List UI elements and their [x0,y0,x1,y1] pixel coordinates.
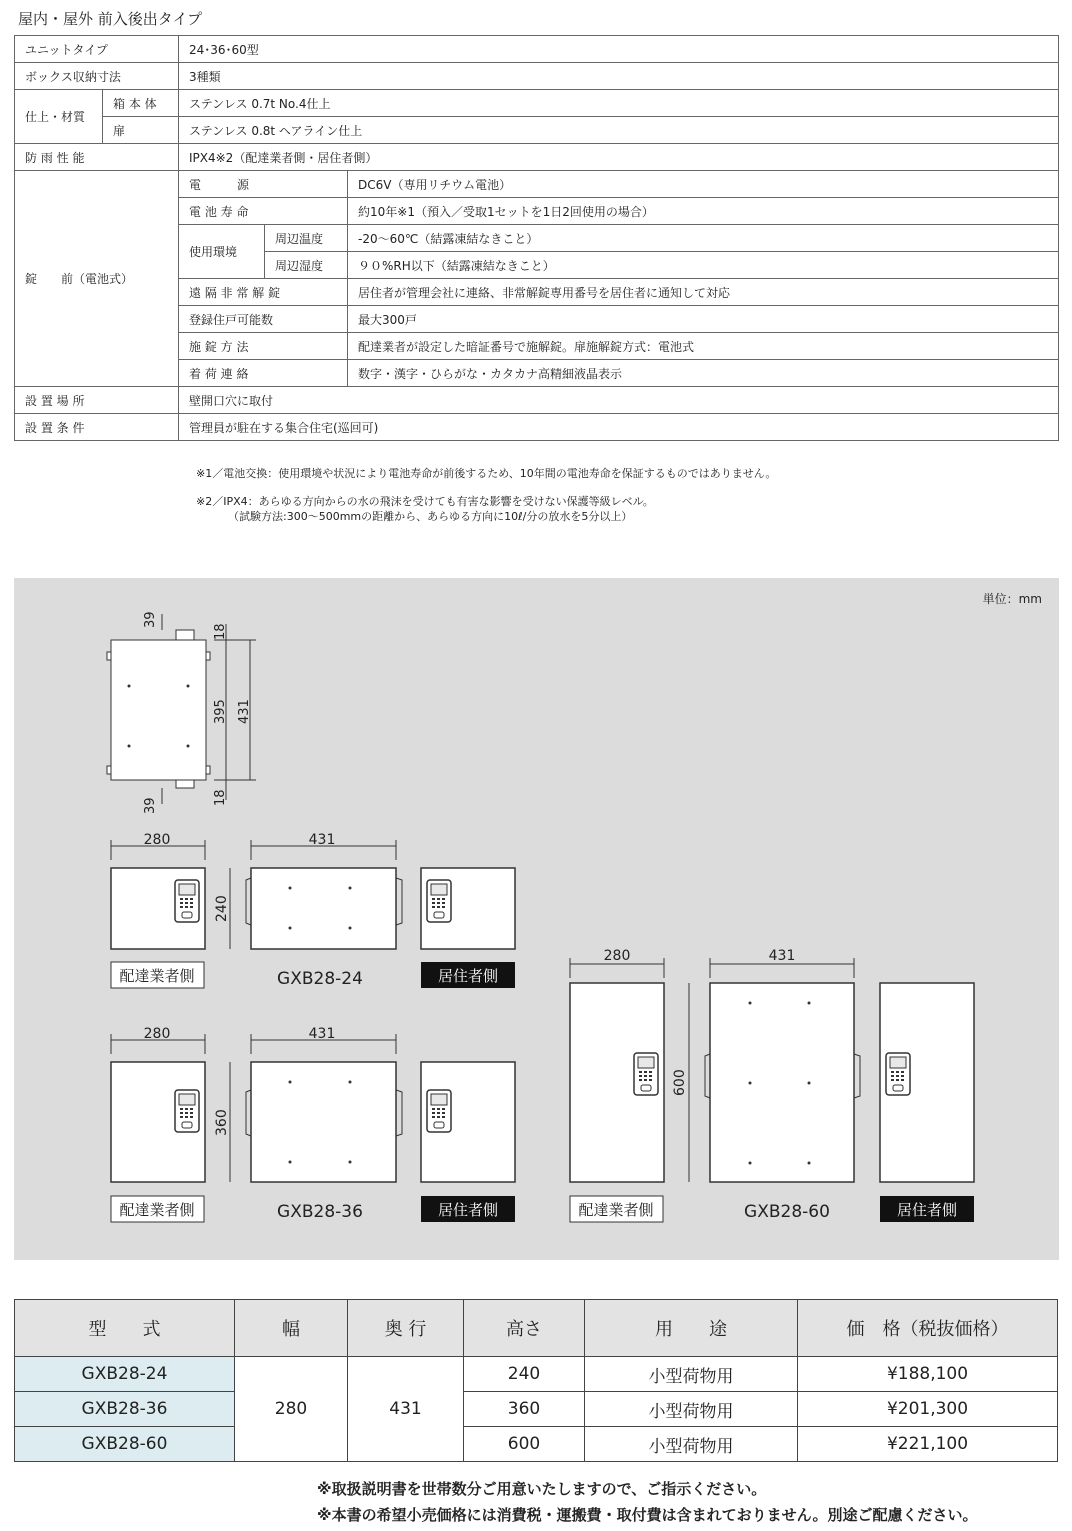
resident-label-36: 居住者側 [437,1201,499,1219]
delivery-label-36: 配達業者側 [119,1201,195,1219]
dim-d-36: 431 [308,1026,336,1042]
spec-value: 配達業者が設定した暗証番号で施解錠。扉施解錠方式：電池式 [348,333,1059,360]
spec-sublabel: 箱 本 体 [103,90,179,117]
cell-height: 600 [464,1427,585,1462]
spec-label: 仕上・材質 [15,90,103,144]
top-view [107,614,256,804]
spec-value: 24･36･60型 [179,36,1059,63]
dim-bottom-18: 18 [213,789,228,806]
spec-table [14,35,1059,441]
spec-value: 最大300戸 [348,306,1059,333]
dim-395: 395 [213,699,228,724]
resident-label-24: 居住者側 [437,967,499,985]
dim-w-36: 280 [143,1026,171,1042]
spec-value: 数字・漢字・ひらがな・カタカナ高精細液晶表示 [348,360,1059,387]
table-row [15,1357,1058,1392]
cell-use: 小型荷物用 [585,1357,798,1392]
spec-sublabel: 周辺湿度 [265,252,348,279]
cell-price: ¥188,100 [798,1357,1058,1392]
header-depth: 奥 行 [348,1300,464,1357]
cell-depth: 431 [348,1357,464,1462]
price-table [14,1299,1058,1462]
spec-value: 壁開口穴に取付 [179,387,1059,414]
model-label-36: GXB28-36 [277,1202,363,1222]
table-row [15,1427,1058,1462]
cell-height: 360 [464,1392,585,1427]
cell-width: 280 [235,1357,348,1462]
spec-sublabel: 電 源 [179,171,348,198]
spec-value: 約10年※1（預入／受取1セットを1日2回使用の場合） [348,198,1059,225]
delivery-label-60: 配達業者側 [578,1201,654,1219]
footnote-1: ※取扱説明書を世帯数分ご用意いたしますので、ご指示ください。 [317,1480,767,1498]
dim-bottom-39: 39 [143,797,158,814]
spec-sublabel: 遠 隔 非 常 解 錠 [179,279,348,306]
spec-sublabel: 扉 [103,117,179,144]
spec-value: 管理員が駐在する集合住宅(巡回可) [179,414,1059,441]
spec-value: IPX4※2（配達業者側・居住者側） [179,144,1059,171]
spec-value: DC6V（専用リチウム電池） [348,171,1059,198]
cell-model: GXB28-24 [15,1357,235,1392]
note-1: ※1／電池交換：使用環境や状況により電池寿命が前後するため、10年間の電池寿命を保証するものではありません。 [196,467,777,480]
dim-d-60: 431 [768,948,796,964]
header-model: 型 式 [15,1300,235,1357]
cell-model: GXB28-36 [15,1392,235,1427]
page-title: 屋内・屋外 前入後出タイプ [18,10,203,28]
dim-h-24: 240 [214,895,230,922]
note-3: （試験方法:300～500mmの距離から、あらゆる方向に10ℓ/分の放水を5分以上） [228,510,633,523]
spec-value: 居住者が管理会社に連絡、非常解錠専用番号を居住者に通知して対応 [348,279,1059,306]
delivery-label-24: 配達業者側 [119,967,195,985]
spec-sublabel: 電 池 寿 命 [179,198,348,225]
table-row [15,1392,1058,1427]
model-label-24: GXB28-24 [277,969,363,989]
dim-w-24: 280 [143,832,171,848]
spec-sublabel: 施 錠 方 法 [179,333,348,360]
dim-d-24: 431 [308,832,336,848]
spec-value: ステンレス 0.8t ヘアライン仕上 [179,117,1059,144]
dimension-diagram [14,578,1059,1260]
cell-height: 240 [464,1357,585,1392]
spec-value: -20～60℃（結露凍結なきこと） [348,225,1059,252]
dim-h-36: 360 [214,1109,230,1136]
spec-value: ステンレス 0.7t No.4仕上 [179,90,1059,117]
resident-label-60: 居住者側 [896,1201,958,1219]
header-price: 価 格（税抜価格） [798,1300,1058,1357]
footnote-2: ※本書の希望小売価格には消費税・運搬費・取付費は含まれておりません。別途ご配慮ください。 [317,1506,978,1524]
header-use: 用 途 [585,1300,798,1357]
dim-h-60: 600 [672,1069,688,1096]
spec-label: 設 置 条 件 [15,414,179,441]
spec-label: 錠 前（電池式） [15,171,179,387]
dim-top-39: 39 [143,611,158,628]
spec-value: 3種類 [179,63,1059,90]
spec-sublabel: 着 荷 連 絡 [179,360,348,387]
cell-use: 小型荷物用 [585,1427,798,1462]
spec-label: 防 雨 性 能 [15,144,179,171]
spec-sublabel: 使用環境 [179,225,265,279]
dim-w-60: 280 [603,948,631,964]
note-2: ※2／IPX4：あらゆる方向からの水の飛沫を受けても有害な影響を受けない保護等級レベル。 [196,495,654,508]
cell-model: GXB28-60 [15,1427,235,1462]
model-label-60: GXB28-60 [744,1202,830,1222]
spec-sublabel: 周辺温度 [265,225,348,252]
dim-top-18: 18 [213,623,228,640]
cell-price: ¥201,300 [798,1392,1058,1427]
dim-431: 431 [237,699,252,724]
header-height: 高さ [464,1300,585,1357]
header-width: 幅 [235,1300,348,1357]
spec-value: ９０%RH以下（結露凍結なきこと） [348,252,1059,279]
spec-label: ボックス収納寸法 [15,63,179,90]
spec-label: ユニットタイプ [15,36,179,63]
spec-sublabel: 登録住戸可能数 [179,306,348,333]
cell-price: ¥221,100 [798,1427,1058,1462]
unit-label: 単位：mm [982,592,1042,606]
cell-use: 小型荷物用 [585,1392,798,1427]
spec-label: 設 置 場 所 [15,387,179,414]
